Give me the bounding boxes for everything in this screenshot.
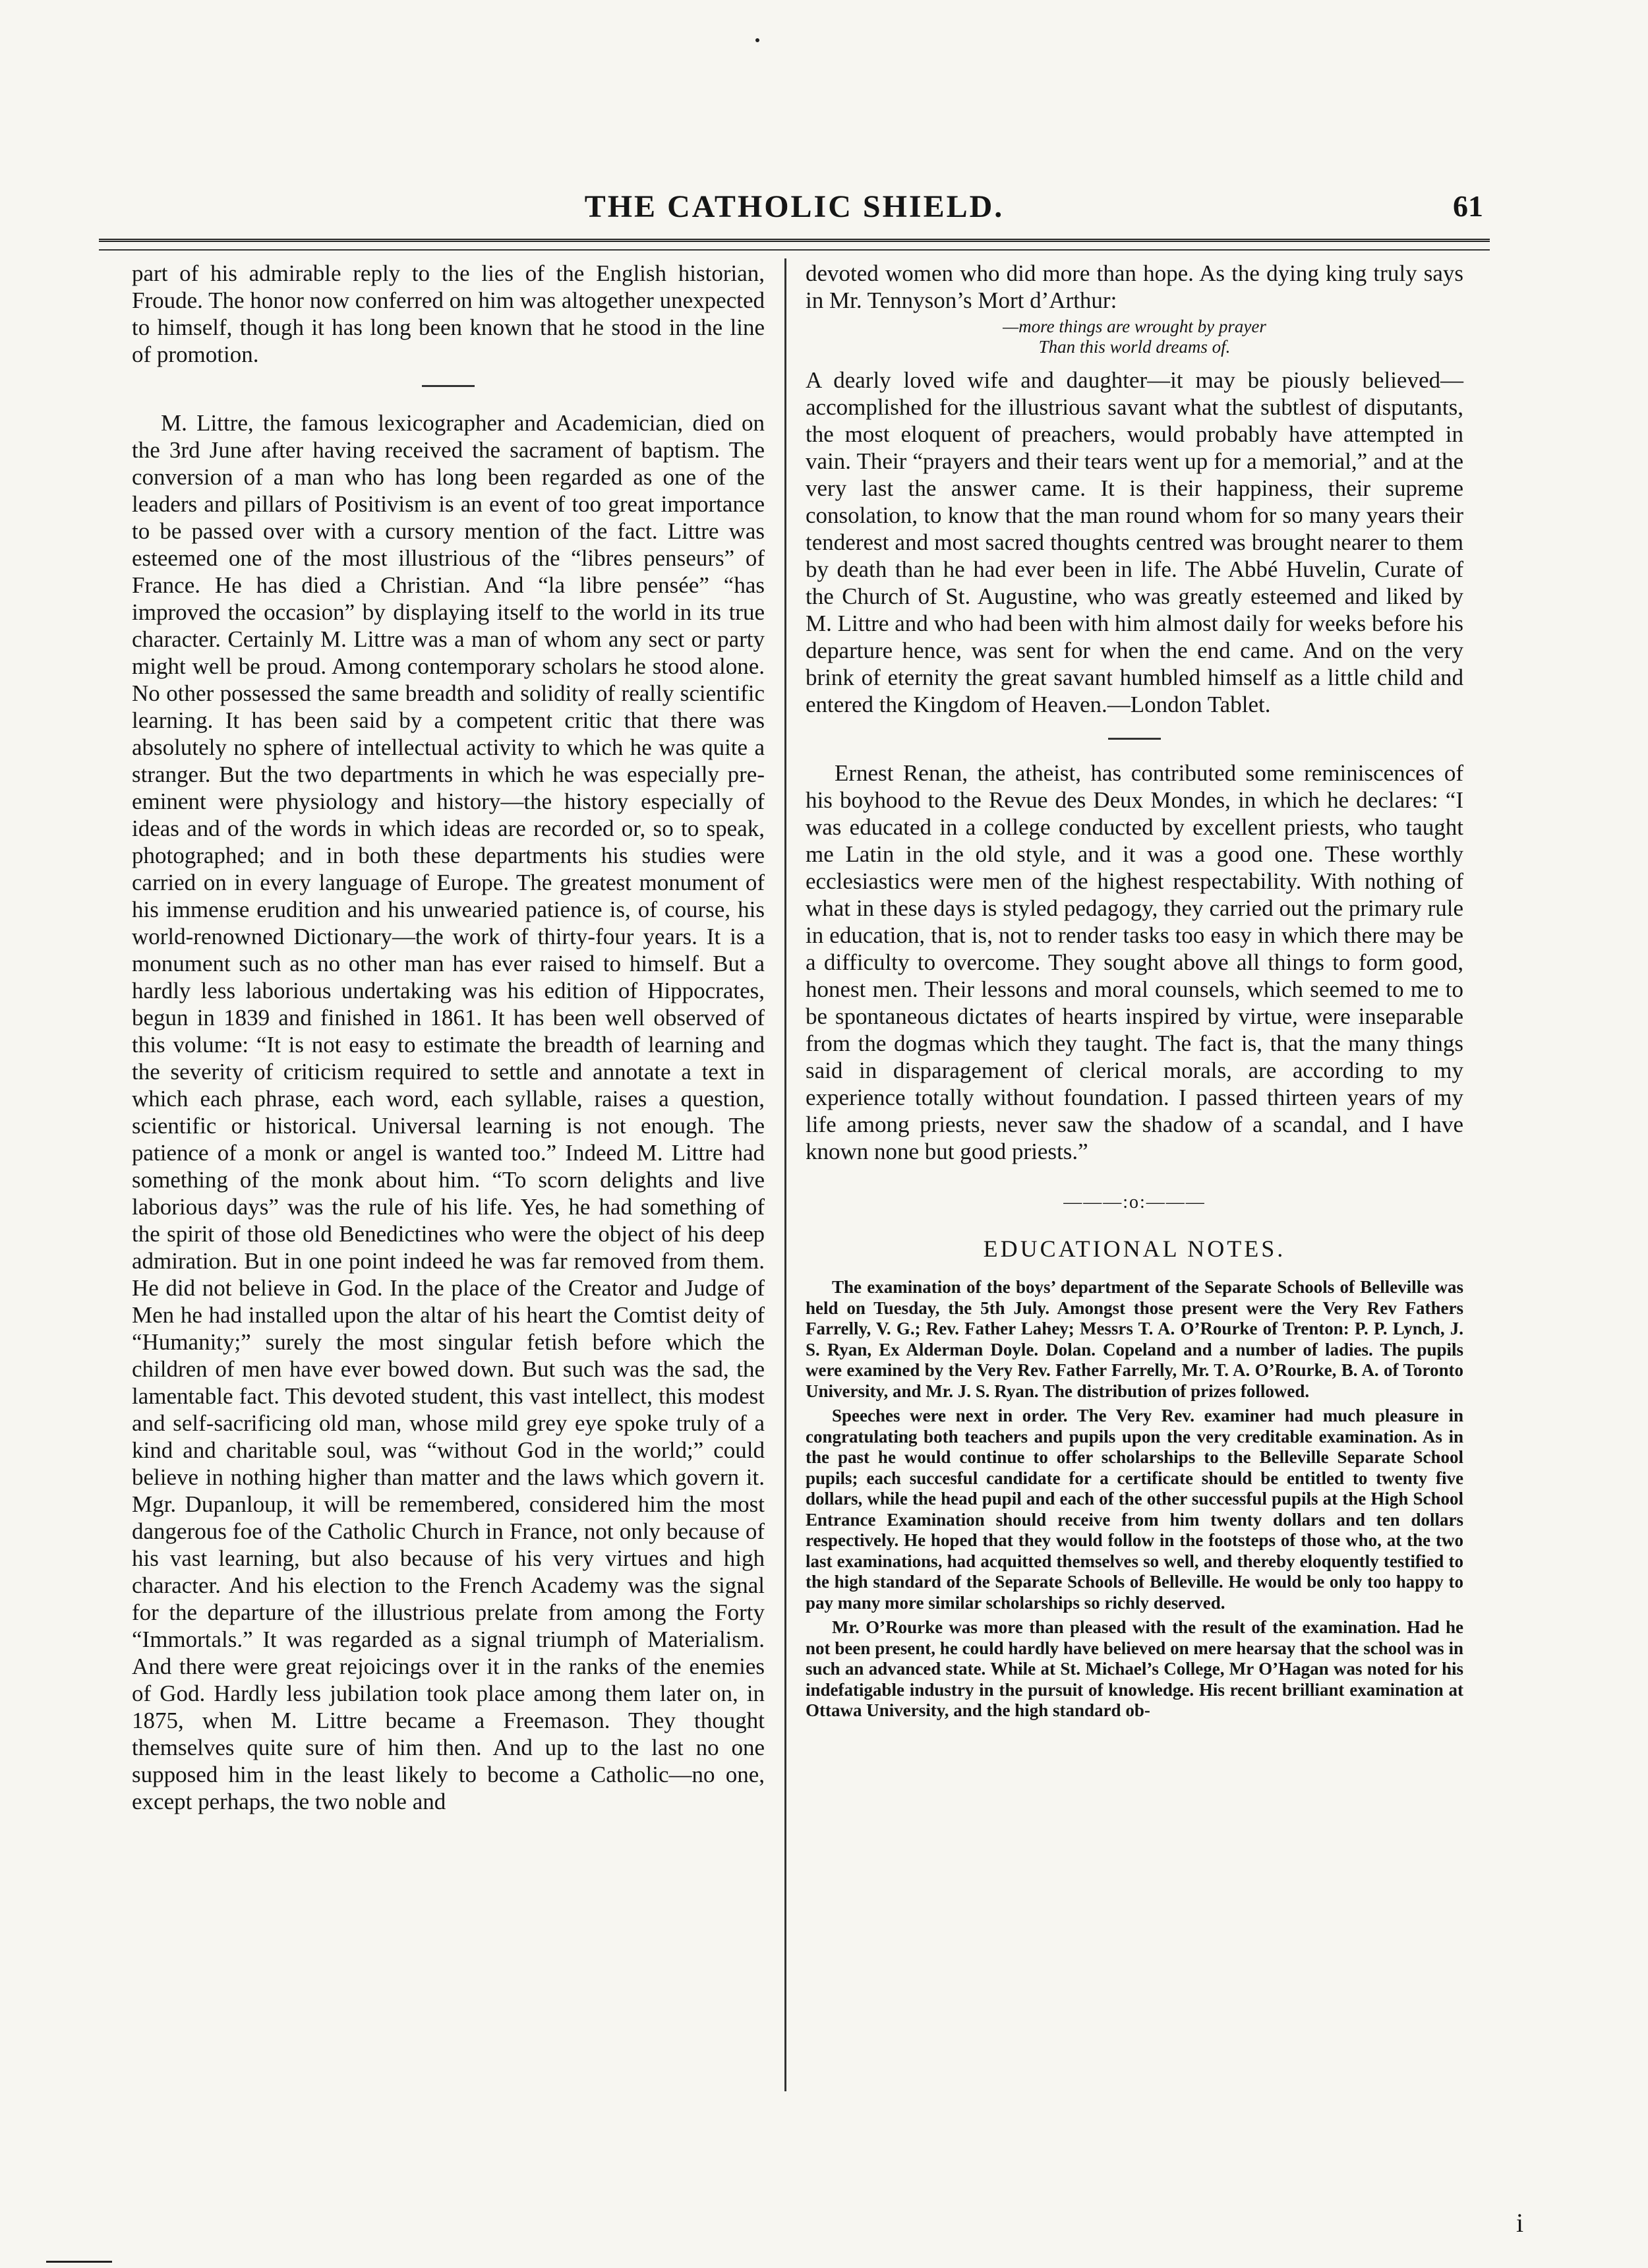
section-ornament: ———:o:———: [1063, 1192, 1206, 1212]
notes-paragraph: Mr. O’Rourke was more than pleased with the result of the examination. Had he not been present, he could hardly have believed on mere hearsay that the school was in such an advanced state. While at St. Michael’s College, Mr O’Hagan was noted for his indefatigable industry in the pursuit of knowledge. His recent brilliant examination at Ottawa University, and the high standard ob-: [806, 1617, 1463, 1720]
page-number: 61: [1453, 189, 1483, 223]
article-separator: [422, 385, 475, 387]
publication-title: THE CATHOLIC SHIELD.: [584, 189, 1005, 224]
right-column: [806, 260, 1463, 1725]
notes-paragraph: Speeches were next in order. The Very Rev. examiner had much pleasure in congratulating both teachers and pupils upon the very creditable examination. As in the past he would continue to offer scholarships to the Belleville Separate School pupils; each succesful candidate for a certificate should be entitled to twenty five dollars, while the head pupil and each of the other successful pupils at the High School Entrance Examination should receive from him twenty dollars and ten dollars respectively. He hoped that they would follow in the footsteps of those who, at the two last examinations, had acquitted themselves so well, and thereby eloquently testified to the high standard of the Separate Schools of Belleville. He would be only too happy to pay many more similar scholarships so richly deserved.: [806, 1406, 1463, 1613]
educational-notes-heading: EDUCATIONAL NOTES.: [983, 1236, 1286, 1262]
ink-speck: [755, 38, 759, 42]
notes-paragraph: The examination of the boys’ department of the Separate Schools of Belleville was held on Tuesday, the 5th July. Amongst those present were the Very Rev Fathers Farrelly, V. G.; Rev. Father Lahey; Messrs T. A. O’Rourke of Trenton: P. P. Lynch, J. S. Ryan, Ex Alderman Doyle. Dolan. Copeland and a number of ladies. The pupils were examined by the Very Rev. Father Farrelly, Mr. T. A. O’Rourke, B. A. of Toronto University, and Mr. J. S. Ryan. The distribution of prizes followed.: [806, 1277, 1463, 1401]
renan-article: Ernest Renan, the atheist, has contributed some reminiscences of his boyhood to the Revue des Deux Mondes, in which he declares: “I was educated in a college conducted by excellent priests, who taught me Latin in the old style, and it was a good one. These worthly ecclesiastics were men of the highest respectability. With nothing of what in these days is styled pedagogy, they carried out the primary rule in education, that is, not to render tasks too easy in which there may be a difficulty to overcome. They sought above all things to form good, honest men. Their lessons and moral counsels, which seemed to me to be spontaneous dictates of hearts inspired by virtue, were inseparable from the dogmas which they taught. The fact is, that the many things said in disparagement of clerical morals, are according to my experience totally without foundation. I passed thirteen years of my life among priests, never saw the shadow of a scandal, and I have known none but good priests.”: [806, 760, 1463, 1164]
column-divider: [784, 258, 786, 2091]
margin-mark: i: [1516, 2208, 1524, 2238]
left-column: [132, 260, 765, 1815]
poem-line: Than this world dreams of.: [1038, 337, 1231, 357]
educational-notes: [806, 1277, 1463, 1721]
corner-rule: [46, 2261, 112, 2263]
poem-line: —more things are wrought by prayer: [1003, 316, 1266, 336]
froude-paragraph: part of his admirable reply to the lies of the English historian, Froude. The honor now conferred on him was altogether unexpected to himself, though it has long been known that he stood in the line of promotion.: [132, 260, 765, 367]
header-rule: [99, 239, 1490, 242]
littre-article: M. Littre, the famous lexicographer and Academician, died on the 3rd June after having received the sacrament of baptism. The conversion of a man who has long been regarded as one of the leaders and pillars of Positivism is an event of too great importance to be passed over with a cursory mention of the fact. Littre was esteemed one of the most illustrious of the “libres penseurs” of France. He has died a Christian. And “la libre pensée” “has improved the occasion” by displaying itself to the world in its true character. Certainly M. Littre was a man of whom any sect or party might well be proud. Among contemporary scholars he stood alone. No other possessed the same breadth and solidity of really scientific learning. It has been said by a competent critic that there was absolutely no sphere of intellectual activity to which he was quite a stranger. But the two departments in which he was especially pre-eminent were physiology and history—the history especially of ideas and of the words in which ideas are recorded or, so to speak, photographed; and in both these departments his studies were carried on in every language of Europe. The greatest monument of his immense erudition and his unwearied patience is, of course, his world-renowned Dictionary—the work of thirty-four years. It is a monument such as no other man has ever raised to himself. But a hardly less laborious undertaking was his edition of Hippocrates, begun in 1839 and finished in 1861. It has been well observed of this volume: “It is not easy to estimate the breadth of learning and the severity of criticism required to settle and annotate a text in which each phrase, each word, each syllable, raises a question, scientific or historical. Universal learning is not enough. The patience of a monk or angel is wanted too.” Indeed M. Littre had something of the monk about him. “To scorn delights and live laborious days” was the rule of his life. Yes, he had something of the spirit of those old Benedictines who were the object of his deep admiration. But in one point indeed he was far removed from them. He did not believe in God. In the place of the Creator and Judge of Men he had installed upon the altar of his heart the Comtist deity of “Humanity;” surely the most singular fetish before which the children of men have ever bowed down. But such was the sad, the lamentable fact. This devoted student, this vast intellect, this modest and self-sacrificing old man, whose mild grey eye spoke truly of a kind and charitable soul, was “without God in the world;” could believe in nothing higher than matter and the laws which govern it. Mgr. Dupanloup, it will be remembered, considered him the most dangerous foe of the Catholic Church in France, not only because of his vast learning, but also because of his very virtues and high character. And his election to the French Academy was the signal for the departure of the illustrious prelate from among the Forty “Immortals.” It was regarded as a signal triumph of Materialism. And there were great rejoicings over it in the ranks of the enemies of God. Hardly less jubilation took place among them later on, in 1875, when M. Littre became a Freemason. They thought themselves quite sure of him then. And up to the last no one supposed him in the least likely to become a Catholic—no one, except perhaps, the two noble and: [132, 410, 765, 1814]
littre-conclusion: A dearly loved wife and daughter—it may be piously believed—accomplished for the illustrious savant what the subtlest of disputants, the most eloquent of preachers, would probably have attempted in vain. Their “prayers and their tears went up for a memorial,” and at the very last the answer came. It is their happiness, their supreme consolation, to know that the man round whom for so many years their tenderest and most sacred thoughts centred was brought nearer to them by death than he had ever been in life. The Abbé Huvelin, Curate of the Church of St. Augustine, who was greatly esteemed and liked by M. Littre and who had been with him almost daily for weeks before his departure hence, was sent for when the end came. And on the very brink of eternity the great savant humbled himself as a little child and entered the Kingdom of Heaven.—London Tablet.: [806, 367, 1463, 717]
article-separator: [1108, 738, 1161, 740]
tennyson-quote: [806, 316, 1463, 357]
page-header: [99, 189, 1490, 235]
header-rule-thin: [99, 249, 1490, 251]
continuation-paragraph: devoted women who did more than hope. As the dying king truly says in Mr. Tennyson’s Mort d’Arthur:: [806, 260, 1463, 313]
